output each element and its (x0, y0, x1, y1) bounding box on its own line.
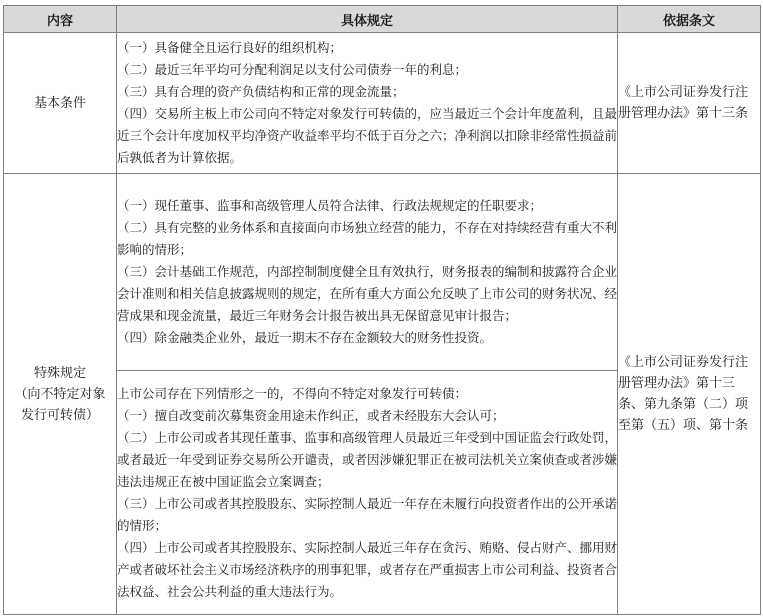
basic-line-1: （一）具备健全且运行良好的组织机构； (117, 40, 343, 55)
special-a-line-1: （一）现任董事、监事和高级管理人员符合法律、行政法规规定的任职要求； (117, 198, 543, 213)
special-label (4, 174, 117, 615)
special-label-line-2: （向不特定对象 (14, 386, 106, 402)
basic-basis: 《上市公司证券发行注册管理办法》第十三条 (618, 33, 761, 174)
basic-line-2: （二）最近三年平均可分配利润足以支付公司债券一年的利息； (117, 62, 468, 77)
header-content: 内容 (4, 6, 117, 33)
special-a-line-4: （四）除金融类企业外，最近一期末不存在金额较大的财务性投资。 (117, 330, 493, 345)
special-provisions-1 (117, 174, 618, 371)
basic-provisions (117, 33, 618, 174)
row-basic-conditions (4, 33, 761, 174)
special-provisions-2 (117, 371, 618, 615)
special-b-line-3: （三）上市公司或者其控股股东、实际控制人最近一年存在未履行向投资者作出的公开承诺的情形； (117, 495, 618, 533)
regulation-table (3, 5, 761, 615)
special-b-line-2: （二）上市公司或者其现任董事、监事和高级管理人员最近三年受到中国证监会行政处罚，或者最近一年受到证券交易所公开谴责，或者因涉嫌犯罪正在被司法机关立案侦查或者涉嫌违法违规正在被中国证监会立案调查； (117, 429, 618, 489)
special-b-lead: 上市公司存在下列情形之一的，不得向不特定对象发行可转债： (117, 385, 468, 401)
basic-label: 基本条件 (4, 33, 117, 174)
row-special-1 (4, 174, 761, 371)
special-b-line-1: （一）擅自改变前次募集资金用途未作纠正，或者未经股东大会认可； (117, 407, 505, 423)
basic-line-3: （三）具有合理的资产负债结构和正常的现金流量； (117, 84, 405, 99)
special-label-line-3: 发行可转债） (20, 407, 99, 423)
special-basis: 《上市公司证券发行注册管理办法》第十三条、第九条第（二）项至第（五）项、第十条 (618, 174, 761, 615)
special-b-line-4: （四）上市公司或者其控股股东、实际控制人最近三年存在贪污、贿赂、侵占财产、挪用财产或者破坏社会主义市场经济秩序的刑事犯罪，或者存在严重损害上市公司利益、投资者合法权益、社会公共利益的重大违法行为。 (117, 539, 618, 599)
header-row (4, 6, 761, 33)
special-a-line-2: （二）具有完整的业务体系和直接面向市场独立经营的能力，不存在对持续经营有重大不利影响的情形； (117, 220, 618, 257)
header-basis: 依据条文 (618, 6, 761, 33)
header-provisions: 具体规定 (117, 6, 618, 33)
basic-line-4: （四）交易所主板上市公司向不特定对象发行可转债的，应当最近三个会计年度盈利，且最近三个会计年度加权平均净资产收益率平均不低于百分之六；净利润以扣除非经常性损益前后孰低者为计算依据。 (117, 106, 618, 165)
special-label-line-1: 特殊规定 (33, 365, 86, 381)
special-a-line-3: （三）会计基础工作规范，内部控制制度健全且有效执行，财务报表的编制和披露符合企业会计准则和相关信息披露规则的规定，在所有重大方面公允反映了上市公司的财务状况、经营成果和现金流量，最近三年财务会计报告被出具无保留意见审计报告； (117, 264, 618, 323)
